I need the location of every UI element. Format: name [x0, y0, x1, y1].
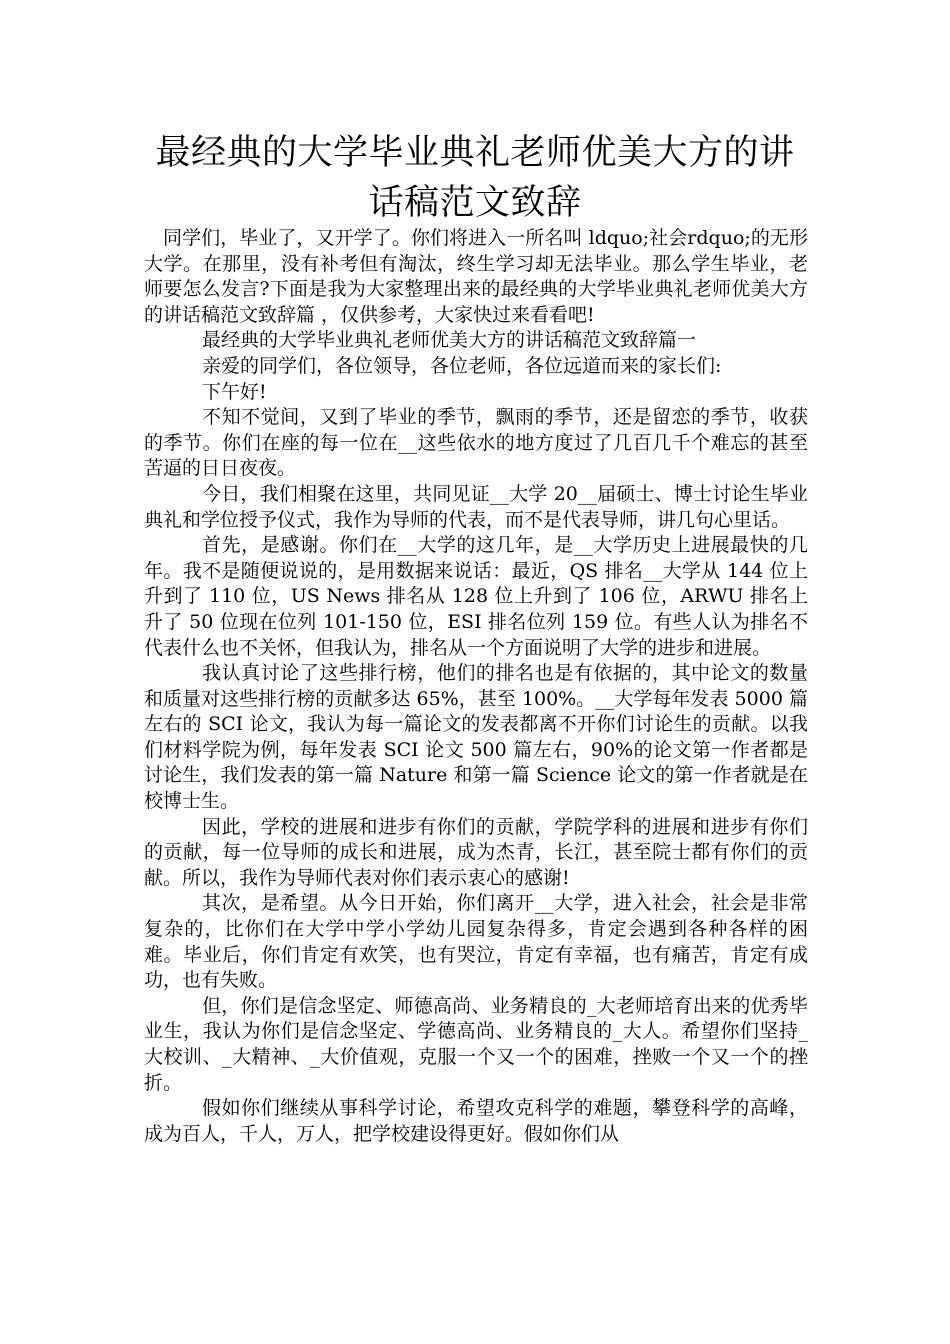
paragraph-intro: 同学们，毕业了，又开学了。你们将进入一所名叫 ldquo;社会rdquo;的无形大学。在那里，没有补考但有淘汰，终生学习却无法毕业。那么学生毕业，老师要怎么发言?下面是我为大家整理出来的最经典的大学毕业典礼老师优美大方的讲话稿范文致辞篇 ，仅供参考，大家快过来看看吧!	[144, 227, 808, 326]
paragraph: 今日，我们相聚在这里，共同见证__大学 20__届硕士、博士讨论生毕业典礼和学位授予仪式，我作为导师的代表，而不是代表导师，讲几句心里话。	[144, 482, 808, 531]
paragraph: 我认真讨论了这些排行榜，他们的排名也是有依据的，其中论文的数量和质量对这些排行榜的贡献多达 65%，甚至 100%。__大学每年发表 5000 篇左右的 SCI 论文，我认为每一篇论文的发表都离不开你们讨论生的贡献。以我们材料学院为例，每年发表 SCI 论文 500 篇左右，90%的论文第一作者都是讨论生，我们发表的第一篇 Nature 和第一篇 Science 论文的第一作者就是在校博士生。	[144, 662, 808, 813]
document-body	[144, 226, 808, 1147]
paragraph: 其次，是希望。从今日开始，你们离开__大学，进入社会，社会是非常复杂的，比你们在大学中学小学幼儿园复杂得多，肯定会遇到各种各样的困难。毕业后，你们肯定有欢笑，也有哭泣，肯定有幸福，也有痛苦，肯定有成功，也有失败。	[144, 892, 808, 992]
paragraph: 首先，是感谢。你们在__大学的这几年，是__大学历史上进展最快的几年。我不是随便说说的，是用数据来说话：最近，QS 排名__大学从 144 位上升到了 110 位，US News 排名从 128 位上升到了 106 位，ARWU 排名上升了 50 位现在位列 101-150 位，ESI 排名位列 159 位。有些人认为排名不代表什么也不关怀，但我认为，排名从一个方面说明了大学的进步和进展。	[144, 534, 808, 659]
paragraph: 因此，学校的进展和进步有你们的贡献，学院学科的进展和进步有你们的贡献，每一位导师的成长和进展，成为杰青，长江，甚至院士都有你们的贡献。所以，我作为导师代表对你们表示衷心的感谢!	[144, 815, 808, 889]
paragraph-salutation: 亲爱的同学们，各位领导，各位老师，各位远道而来的家长们:	[202, 354, 722, 377]
paragraph: 不知不觉间，又到了毕业的季节，飘雨的季节，还是留恋的季节，收获的季节。你们在座的每一位在__这些依水的地方度过了几百几千个难忘的甚至苦逼的日日夜夜。	[144, 406, 808, 480]
paragraph-section-heading: 最经典的大学毕业典礼老师优美大方的讲话稿范文致辞篇一	[202, 329, 697, 352]
paragraph: 假如你们继续从事科学讨论，希望攻克科学的难题，攀登科学的高峰，成为百人，千人，万人，把学校建设得更好。假如你们从	[144, 1097, 808, 1145]
document-title: 最经典的大学毕业典礼老师优美大方的讲话稿范文致辞	[155, 133, 795, 223]
paragraph: 但，你们是信念坚定、师德高尚、业务精良的_大老师培育出来的优秀毕业生，我认为你们是信念坚定、学德高尚、业务精良的_大人。希望你们坚持_大校训、_大精神、_大价值观，克服一个又一个的困难，挫败一个又一个的挫折。	[144, 994, 808, 1094]
paragraph-greeting: 下午好!	[202, 380, 267, 403]
